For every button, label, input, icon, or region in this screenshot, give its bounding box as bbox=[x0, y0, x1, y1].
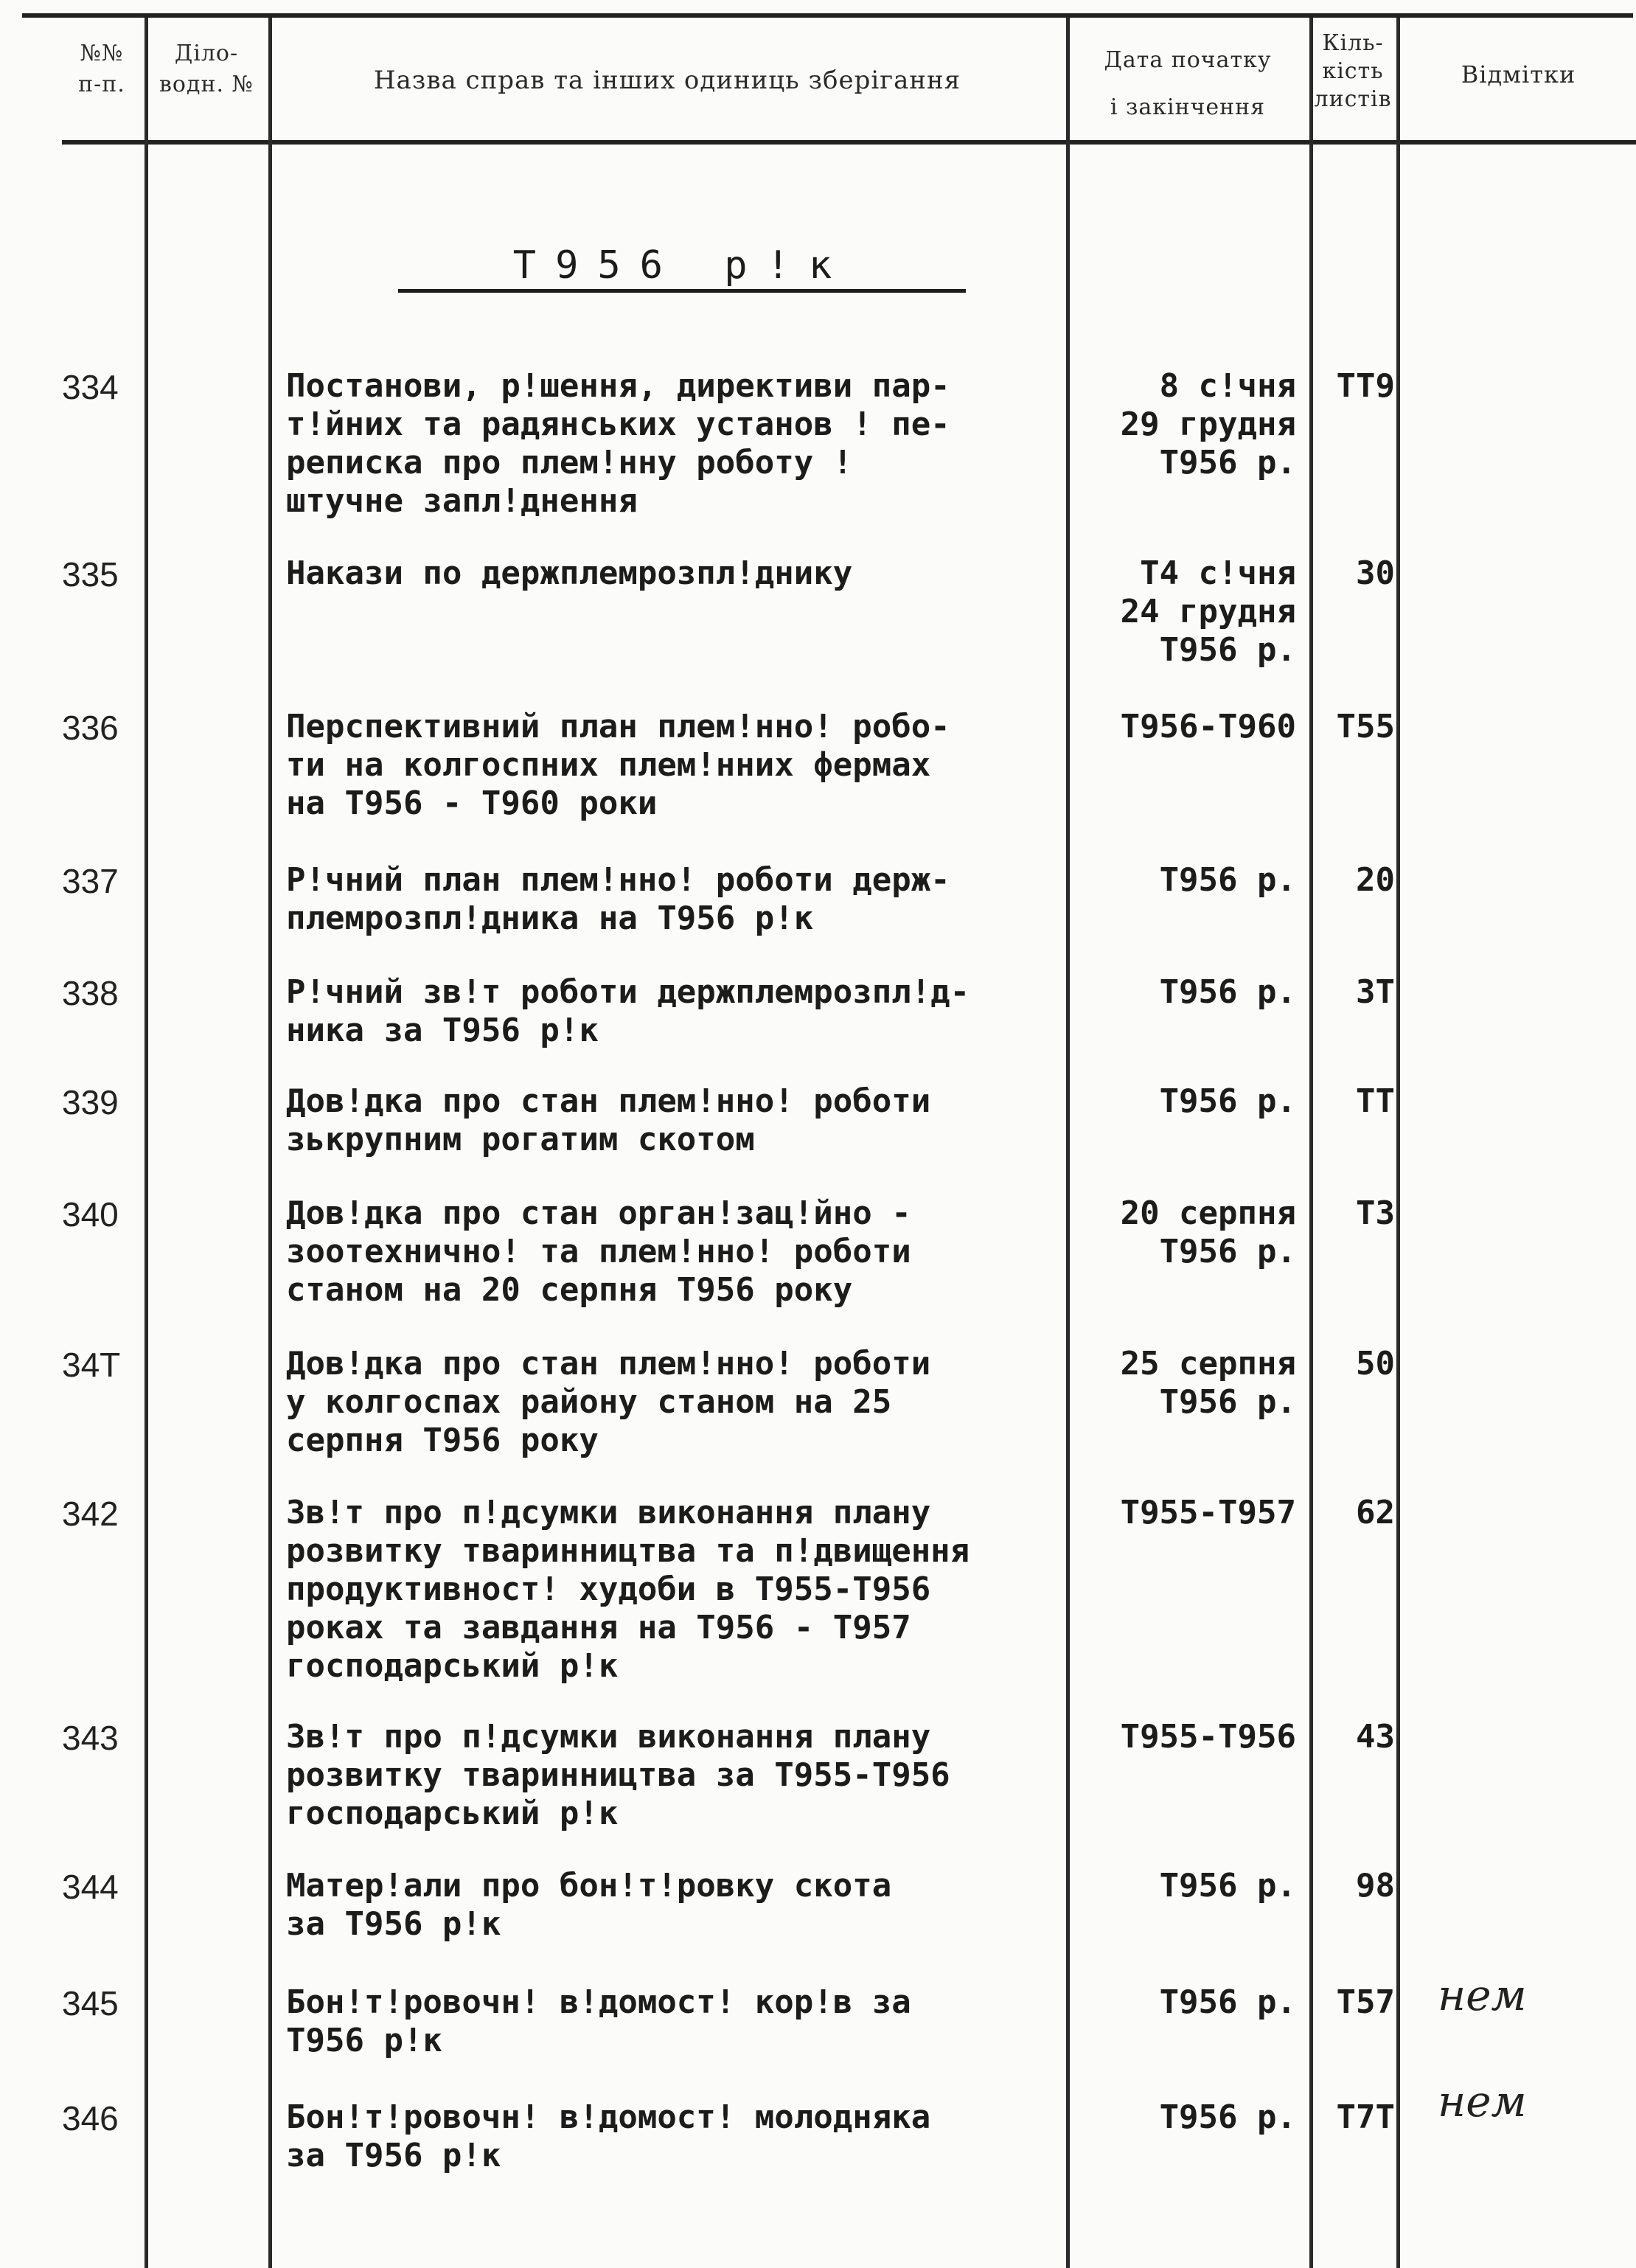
row-sheets: ТТ bbox=[1356, 1082, 1395, 1120]
row-sheets: 30 bbox=[1356, 554, 1395, 592]
column-divider bbox=[145, 18, 148, 2268]
header-sheets: Кіль- кість листів bbox=[1314, 30, 1392, 112]
row-sheets: ТТ9 bbox=[1336, 367, 1395, 405]
row-title: Бон!т!ровочн! в!домост! кор!в за Т956 р!к bbox=[286, 1983, 911, 2059]
row-number: 345 bbox=[62, 1984, 119, 2022]
row-title: Р!чний план плем!нно! роботи держ- племрозпл!дника на Т956 р!к bbox=[286, 861, 950, 937]
row-number: 342 bbox=[62, 1495, 119, 1533]
row-sheets: Т57 bbox=[1336, 1983, 1395, 2021]
row-title: Р!чний зв!т роботи держплемрозпл!д- ника за Т956 р!к bbox=[286, 973, 970, 1049]
row-number: 334 bbox=[62, 368, 119, 406]
header-office-number: Діло- водн. № bbox=[159, 41, 254, 97]
row-dates: 8 с!чня 29 грудня Т956 р. bbox=[1120, 367, 1296, 481]
row-number: 346 bbox=[62, 2099, 119, 2137]
row-dates: Т956-Т960 bbox=[1120, 708, 1296, 745]
row-title: Накази по держплемрозпл!днику bbox=[286, 554, 853, 592]
handwritten-note: нем bbox=[1438, 2076, 1527, 2126]
header-notes: Відмітки bbox=[1461, 60, 1576, 88]
row-dates: Т955-Т956 bbox=[1120, 1718, 1296, 1756]
row-title: Дов!дка про стан орган!зац!йно - зоотехнично! та плем!нно! роботи станом на 20 серпня Т956 року bbox=[286, 1194, 911, 1309]
row-number: 335 bbox=[62, 555, 119, 594]
column-divider bbox=[1396, 18, 1400, 2268]
header-number: №№ п-п. bbox=[78, 41, 125, 97]
row-sheets: 43 bbox=[1356, 1718, 1395, 1756]
row-title: Матер!али про бон!т!ровку скота за Т956 р!к bbox=[286, 1867, 892, 1943]
row-sheets: 98 bbox=[1356, 1867, 1395, 1905]
row-dates: Т4 с!чня 24 грудня Т956 р. bbox=[1120, 554, 1296, 669]
row-title: Бон!т!ровочн! в!домост! молодняка за Т956 р!к bbox=[286, 2098, 931, 2174]
row-dates: Т956 р. bbox=[1159, 1082, 1296, 1120]
row-dates: Т956 р. bbox=[1159, 1867, 1296, 1905]
header-dates: Дата початку і закінчення bbox=[1104, 47, 1272, 120]
row-sheets: Т7Т bbox=[1336, 2098, 1395, 2136]
row-sheets: 20 bbox=[1356, 861, 1395, 899]
row-dates: Т956 р. bbox=[1159, 2098, 1296, 2136]
row-dates: Т955-Т957 bbox=[1120, 1494, 1296, 1531]
row-title: Дов!дка про стан плем!нно! роботи у колгоспах району станом на 25 серпня Т956 року bbox=[286, 1345, 931, 1459]
row-title: Зв!т про п!дсумки виконання плану розвитку тваринництва за Т955-Т956 господарський р!к bbox=[286, 1718, 950, 1832]
row-title: Перспективний план плем!нно! робо- ти на колгоспних плем!нних фермах на Т956 - Т960 роки bbox=[286, 708, 950, 822]
row-number: 339 bbox=[62, 1083, 119, 1121]
row-dates: Т956 р. bbox=[1159, 1983, 1296, 2021]
row-number: 344 bbox=[62, 1868, 119, 1906]
header-title: Назва справ та інших одиниць зберігання bbox=[373, 66, 961, 95]
row-dates: 20 серпня Т956 р. bbox=[1120, 1194, 1296, 1270]
row-title: Зв!т про п!дсумки виконання плану розвитку тваринництва та п!двищення продуктивност! худоби в Т955-Т956 роках та завдання на Т956 - Т957 господарський р!к bbox=[286, 1494, 970, 1685]
row-title: Дов!дка про стан плем!нно! роботи зькрупним рогатим скотом bbox=[286, 1082, 931, 1158]
column-divider bbox=[268, 18, 272, 2268]
year-heading-underline bbox=[398, 289, 966, 293]
column-divider bbox=[1309, 18, 1313, 2268]
header-top-rule bbox=[22, 13, 1633, 18]
row-number: 338 bbox=[62, 974, 119, 1012]
year-heading: Т956 р!к bbox=[512, 243, 852, 288]
row-number: 336 bbox=[62, 709, 119, 747]
row-dates: Т956 р. bbox=[1159, 861, 1296, 899]
row-sheets: 3Т bbox=[1356, 973, 1395, 1011]
row-sheets: Т55 bbox=[1336, 708, 1395, 745]
row-dates: Т956 р. bbox=[1159, 973, 1296, 1011]
row-number: 337 bbox=[62, 862, 119, 900]
row-number: 343 bbox=[62, 1719, 119, 1757]
row-sheets: 50 bbox=[1356, 1345, 1395, 1382]
row-sheets: 62 bbox=[1356, 1494, 1395, 1531]
row-number: 340 bbox=[62, 1195, 119, 1234]
row-dates: 25 серпня Т956 р. bbox=[1120, 1345, 1296, 1421]
row-sheets: Т3 bbox=[1356, 1194, 1395, 1232]
row-title: Постанови, р!шення, директиви пар- т!йних та радянських установ ! пе- реписка про плем!нну роботу ! штучне запл!днення bbox=[286, 367, 950, 520]
row-number: 34Т bbox=[62, 1346, 121, 1384]
handwritten-note: нем bbox=[1438, 1970, 1527, 2020]
